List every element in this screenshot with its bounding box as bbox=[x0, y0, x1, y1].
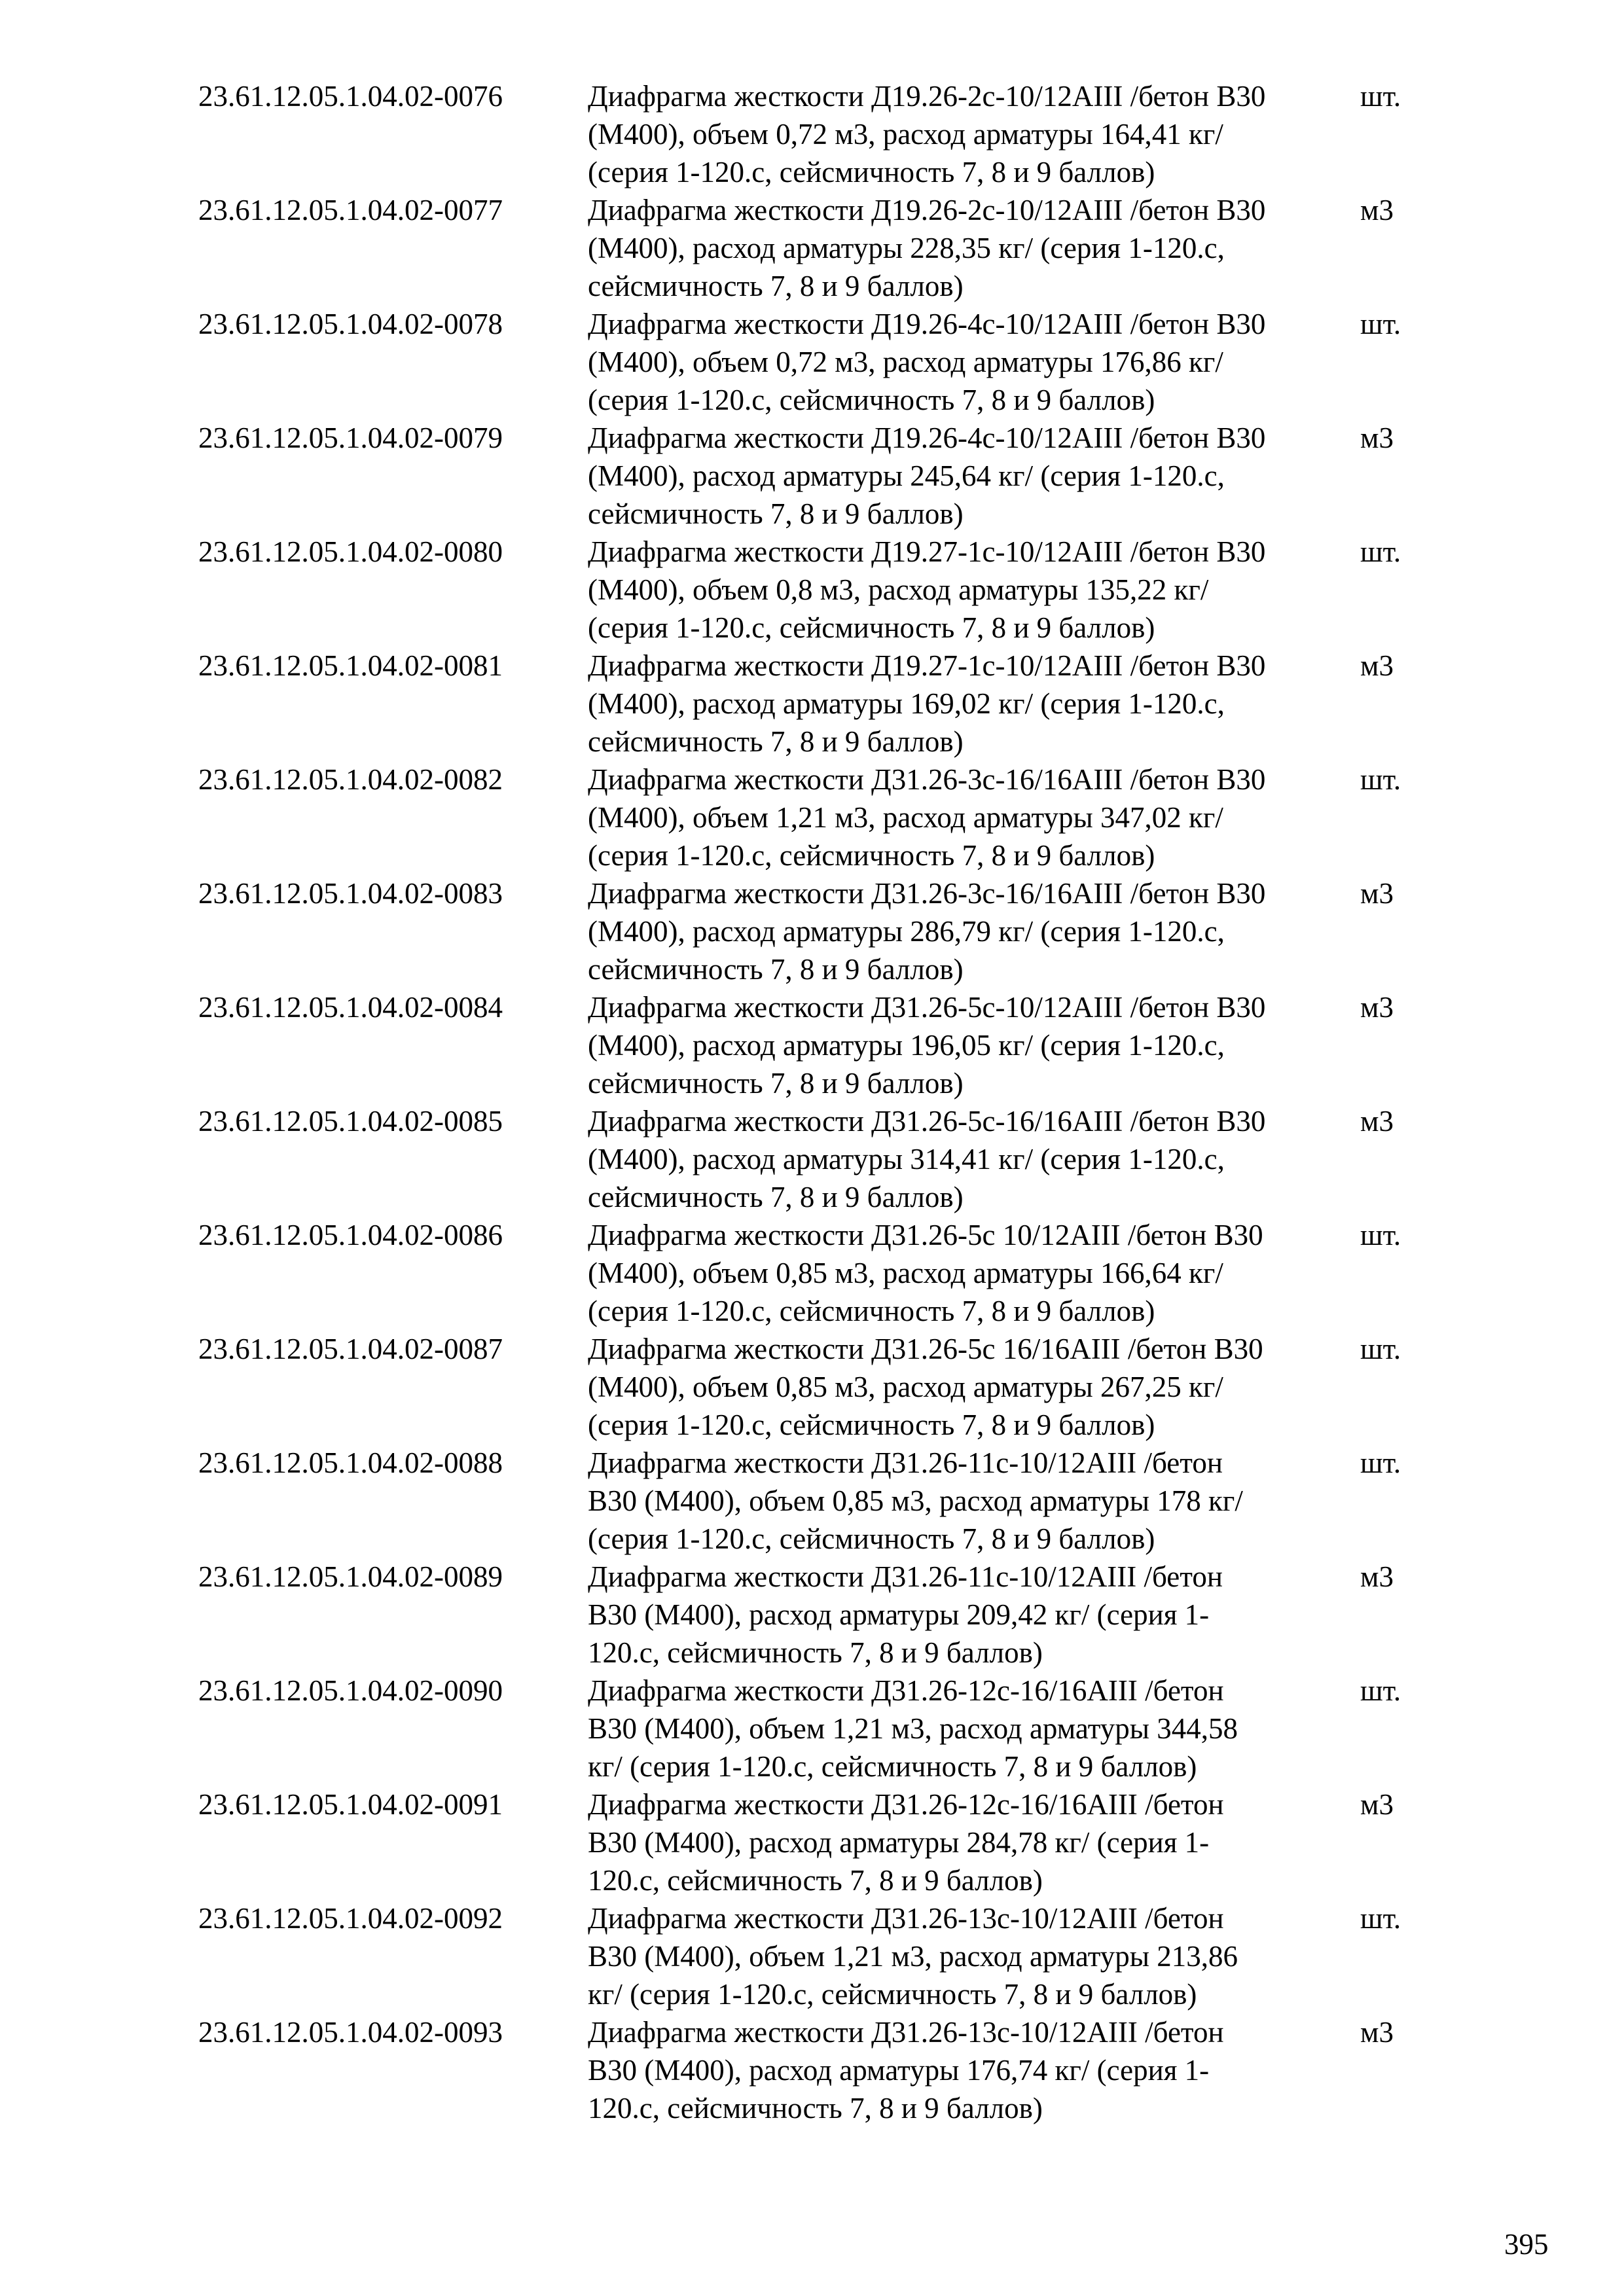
description-line: (М400), расход арматуры 228,35 кг/ (серия 1-120.с, bbox=[588, 232, 1225, 264]
item-description bbox=[588, 1444, 1360, 1558]
description-line: В30 (М400), объем 1,21 м3, расход арматуры 344,58 bbox=[588, 1712, 1238, 1745]
description-line: Диафрагма жесткости Д31.26-12с-16/16АIII /бетон bbox=[588, 1788, 1224, 1821]
item-code: 23.61.12.05.1.04.02-0083 bbox=[198, 877, 503, 910]
description-line: Диафрагма жесткости Д19.27-1с-10/12АIII /бетон В30 bbox=[588, 649, 1266, 682]
description-line: сейсмичность 7, 8 и 9 баллов) bbox=[588, 270, 964, 302]
description-line: (серия 1-120.с, сейсмичность 7, 8 и 9 баллов) bbox=[588, 611, 1155, 644]
description-line: кг/ (серия 1-120.с, сейсмичность 7, 8 и 9 баллов) bbox=[588, 1750, 1197, 1783]
item-description bbox=[588, 533, 1360, 647]
description-line: Диафрагма жесткости Д19.26-2с-10/12АIII /бетон В30 bbox=[588, 80, 1266, 113]
item-description bbox=[588, 988, 1360, 1102]
item-unit: м3 bbox=[1360, 1560, 1394, 1593]
item-unit: м3 bbox=[1360, 2016, 1394, 2049]
list-item bbox=[198, 419, 1442, 533]
item-description bbox=[588, 191, 1360, 305]
description-line: В30 (М400), объем 0,85 м3, расход арматуры 178 кг/ bbox=[588, 1484, 1243, 1517]
item-description bbox=[588, 1216, 1360, 1330]
item-unit: шт. bbox=[1360, 308, 1401, 340]
item-code: 23.61.12.05.1.04.02-0086 bbox=[198, 1219, 503, 1251]
item-code: 23.61.12.05.1.04.02-0084 bbox=[198, 991, 503, 1024]
item-unit: шт. bbox=[1360, 1674, 1401, 1707]
item-code: 23.61.12.05.1.04.02-0090 bbox=[198, 1674, 503, 1707]
description-line: Диафрагма жесткости Д19.27-1с-10/12АIII /бетон В30 bbox=[588, 535, 1266, 568]
list-item bbox=[198, 1102, 1442, 1216]
description-line: Диафрагма жесткости Д19.26-4с-10/12АIII /бетон В30 bbox=[588, 422, 1266, 454]
description-line: Диафрагма жесткости Д31.26-12с-16/16АIII /бетон bbox=[588, 1674, 1224, 1707]
description-line: (М400), расход арматуры 196,05 кг/ (серия 1-120.с, bbox=[588, 1029, 1225, 1062]
description-line: (М400), объем 0,85 м3, расход арматуры 166,64 кг/ bbox=[588, 1257, 1223, 1289]
item-code: 23.61.12.05.1.04.02-0079 bbox=[198, 422, 503, 454]
description-line: (серия 1-120.с, сейсмичность 7, 8 и 9 баллов) bbox=[588, 384, 1155, 416]
list-item bbox=[198, 1558, 1442, 1672]
item-unit: м3 bbox=[1360, 877, 1394, 910]
list-item bbox=[198, 1330, 1442, 1444]
description-line: (серия 1-120.с, сейсмичность 7, 8 и 9 баллов) bbox=[588, 839, 1155, 872]
description-line: В30 (М400), расход арматуры 209,42 кг/ (серия 1- bbox=[588, 1598, 1210, 1631]
item-unit: шт. bbox=[1360, 763, 1401, 796]
item-description bbox=[588, 761, 1360, 874]
page-number: 395 bbox=[1504, 2228, 1549, 2261]
description-line: кг/ (серия 1-120.с, сейсмичность 7, 8 и 9 баллов) bbox=[588, 1978, 1197, 2011]
description-line: Диафрагма жесткости Д31.26-11с-10/12АIII /бетон bbox=[588, 1446, 1223, 1479]
item-unit: м3 bbox=[1360, 1105, 1394, 1138]
description-line: (М400), расход арматуры 169,02 кг/ (серия 1-120.с, bbox=[588, 687, 1225, 720]
description-line: В30 (М400), объем 1,21 м3, расход арматуры 213,86 bbox=[588, 1940, 1238, 1973]
list-item bbox=[198, 533, 1442, 647]
item-code: 23.61.12.05.1.04.02-0085 bbox=[198, 1105, 503, 1138]
description-line: Диафрагма жесткости Д31.26-5с-16/16АIII /бетон В30 bbox=[588, 1105, 1266, 1138]
description-line: (серия 1-120.с, сейсмичность 7, 8 и 9 баллов) bbox=[588, 1522, 1155, 1555]
item-code: 23.61.12.05.1.04.02-0081 bbox=[198, 649, 503, 682]
item-description bbox=[588, 1785, 1360, 1899]
list-item bbox=[198, 761, 1442, 874]
item-description bbox=[588, 77, 1360, 191]
description-line: (серия 1-120.с, сейсмичность 7, 8 и 9 баллов) bbox=[588, 156, 1155, 188]
description-line: (серия 1-120.с, сейсмичность 7, 8 и 9 баллов) bbox=[588, 1295, 1155, 1327]
item-code: 23.61.12.05.1.04.02-0078 bbox=[198, 308, 503, 340]
list-item bbox=[198, 874, 1442, 988]
description-line: (М400), объем 0,85 м3, расход арматуры 267,25 кг/ bbox=[588, 1371, 1223, 1403]
item-description bbox=[588, 1558, 1360, 1672]
description-line: 120.с, сейсмичность 7, 8 и 9 баллов) bbox=[588, 1864, 1043, 1897]
item-unit: м3 bbox=[1360, 991, 1394, 1024]
description-line: (М400), объем 0,8 м3, расход арматуры 135,22 кг/ bbox=[588, 573, 1209, 606]
description-line: Диафрагма жесткости Д31.26-5с-10/12АIII /бетон В30 bbox=[588, 991, 1266, 1024]
list-item bbox=[198, 1785, 1442, 1899]
item-description bbox=[588, 1899, 1360, 2013]
entries-list bbox=[198, 77, 1442, 2127]
description-line: (серия 1-120.с, сейсмичность 7, 8 и 9 баллов) bbox=[588, 1408, 1155, 1441]
list-item bbox=[198, 1444, 1442, 1558]
item-unit: м3 bbox=[1360, 1788, 1394, 1821]
list-item bbox=[198, 305, 1442, 419]
list-item bbox=[198, 1899, 1442, 2013]
description-line: Диафрагма жесткости Д31.26-3с-16/16АIII /бетон В30 bbox=[588, 763, 1266, 796]
item-unit: м3 bbox=[1360, 422, 1394, 454]
item-unit: м3 bbox=[1360, 194, 1394, 226]
item-code: 23.61.12.05.1.04.02-0076 bbox=[198, 80, 503, 113]
item-code: 23.61.12.05.1.04.02-0077 bbox=[198, 194, 503, 226]
description-line: В30 (М400), расход арматуры 284,78 кг/ (серия 1- bbox=[588, 1826, 1210, 1859]
description-line: Диафрагма жесткости Д31.26-13с-10/12АIII /бетон bbox=[588, 1902, 1224, 1935]
description-line: сейсмичность 7, 8 и 9 баллов) bbox=[588, 497, 964, 530]
description-line: Диафрагма жесткости Д31.26-3с-16/16АIII /бетон В30 bbox=[588, 877, 1266, 910]
list-item bbox=[198, 1672, 1442, 1785]
item-code: 23.61.12.05.1.04.02-0087 bbox=[198, 1333, 503, 1365]
list-item bbox=[198, 2013, 1442, 2127]
item-unit: шт. bbox=[1360, 1333, 1401, 1365]
item-code: 23.61.12.05.1.04.02-0089 bbox=[198, 1560, 503, 1593]
item-unit: шт. bbox=[1360, 535, 1401, 568]
description-line: 120.с, сейсмичность 7, 8 и 9 баллов) bbox=[588, 2092, 1043, 2125]
item-description bbox=[588, 1672, 1360, 1785]
description-line: Диафрагма жесткости Д31.26-5с 16/16АIII /бетон В30 bbox=[588, 1333, 1263, 1365]
item-description bbox=[588, 874, 1360, 988]
description-line: 120.с, сейсмичность 7, 8 и 9 баллов) bbox=[588, 1636, 1043, 1669]
item-unit: шт. bbox=[1360, 1446, 1401, 1479]
item-code: 23.61.12.05.1.04.02-0092 bbox=[198, 1902, 503, 1935]
list-item bbox=[198, 1216, 1442, 1330]
description-line: (М400), объем 1,21 м3, расход арматуры 347,02 кг/ bbox=[588, 801, 1223, 834]
item-description bbox=[588, 1102, 1360, 1216]
description-line: Диафрагма жесткости Д19.26-4с-10/12АIII /бетон В30 bbox=[588, 308, 1266, 340]
item-description bbox=[588, 1330, 1360, 1444]
item-code: 23.61.12.05.1.04.02-0091 bbox=[198, 1788, 503, 1821]
description-line: Диафрагма жесткости Д31.26-5с 10/12АIII /бетон В30 bbox=[588, 1219, 1263, 1251]
description-line: сейсмичность 7, 8 и 9 баллов) bbox=[588, 953, 964, 986]
list-item bbox=[198, 77, 1442, 191]
item-description bbox=[588, 2013, 1360, 2127]
description-line: (М400), расход арматуры 245,64 кг/ (серия 1-120.с, bbox=[588, 459, 1225, 492]
item-description bbox=[588, 647, 1360, 761]
item-code: 23.61.12.05.1.04.02-0093 bbox=[198, 2016, 503, 2049]
description-line: сейсмичность 7, 8 и 9 баллов) bbox=[588, 1181, 964, 1213]
description-line: В30 (М400), расход арматуры 176,74 кг/ (серия 1- bbox=[588, 2054, 1210, 2087]
item-description bbox=[588, 305, 1360, 419]
description-line: Диафрагма жесткости Д31.26-11с-10/12АIII /бетон bbox=[588, 1560, 1223, 1593]
description-line: Диафрагма жесткости Д31.26-13с-10/12АIII /бетон bbox=[588, 2016, 1224, 2049]
description-line: (М400), объем 0,72 м3, расход арматуры 176,86 кг/ bbox=[588, 346, 1223, 378]
description-line: сейсмичность 7, 8 и 9 баллов) bbox=[588, 725, 964, 758]
item-unit: шт. bbox=[1360, 80, 1401, 113]
list-item bbox=[198, 191, 1442, 305]
description-line: (М400), расход арматуры 314,41 кг/ (серия 1-120.с, bbox=[588, 1143, 1225, 1175]
item-unit: м3 bbox=[1360, 649, 1394, 682]
item-code: 23.61.12.05.1.04.02-0082 bbox=[198, 763, 503, 796]
list-item bbox=[198, 988, 1442, 1102]
item-description bbox=[588, 419, 1360, 533]
item-unit: шт. bbox=[1360, 1902, 1401, 1935]
description-line: (М400), расход арматуры 286,79 кг/ (серия 1-120.с, bbox=[588, 915, 1225, 948]
item-code: 23.61.12.05.1.04.02-0088 bbox=[198, 1446, 503, 1479]
list-item bbox=[198, 647, 1442, 761]
item-code: 23.61.12.05.1.04.02-0080 bbox=[198, 535, 503, 568]
description-line: Диафрагма жесткости Д19.26-2с-10/12АIII /бетон В30 bbox=[588, 194, 1266, 226]
description-line: (М400), объем 0,72 м3, расход арматуры 164,41 кг/ bbox=[588, 118, 1223, 151]
item-unit: шт. bbox=[1360, 1219, 1401, 1251]
description-line: сейсмичность 7, 8 и 9 баллов) bbox=[588, 1067, 964, 1100]
